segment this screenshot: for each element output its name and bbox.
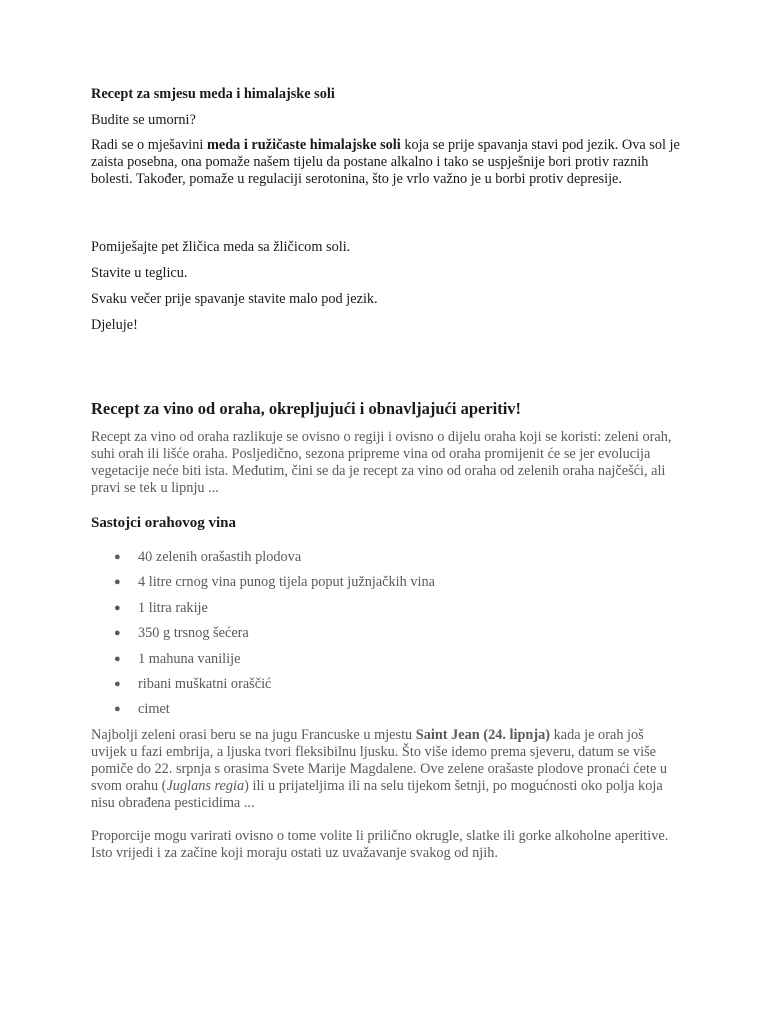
ingredient-item: ● 1 litra rakije bbox=[114, 599, 208, 616]
ingredient-item: ● 350 g trsnog šećera bbox=[114, 625, 249, 642]
bullet-icon: ● bbox=[114, 677, 121, 690]
ingredients-heading: Sastojci orahovog vina bbox=[91, 515, 237, 531]
recipe1-question: Budite se umorni? bbox=[91, 112, 196, 128]
recipe1-intro-a: Radi se o mješavini bbox=[91, 137, 207, 153]
recipe1-intro-bold: meda i ružičaste himalajske soli bbox=[206, 137, 401, 153]
recipe1-step-4: Djeluje! bbox=[91, 317, 138, 333]
bullet-icon: ● bbox=[114, 627, 121, 640]
recipe1-intro-c: koja se prije spavanja stavi pod jezik. Ova sol je zaista posebna, ona pomaže našem tijelu da postane alkalno i tako se uspješnije bori protiv raznih bolesti. Također, pomaže u regulaciji serotonina, što je vrlo važno je u borbi protiv depresije. bbox=[91, 137, 680, 187]
recipe1-step-3: Svaku večer prije spavanje stavite malo pod jezik. bbox=[91, 291, 378, 307]
harvest-text-c: kada je orah još uvijek u fazi embrija, a ljuska tvori fleksibilnu ljusku. Što više idemo prema sjeveru, datum se više pomiče do 22. srpnja s orasima Svete Marije Magdalene. Ove zelene orašaste plodove pronaći ćete u svom orahu ( bbox=[91, 727, 668, 794]
bullet-icon: ● bbox=[114, 652, 121, 665]
recipe2-title: Recept za vino od oraha, okrepljujući i obnavljajući aperitiv! bbox=[91, 399, 522, 418]
recipe1-step-1: Pomiješajte pet žličica meda sa žličicom soli. bbox=[91, 239, 351, 255]
recipe1-title: Recept za smjesu meda i himalajske soli bbox=[91, 86, 335, 102]
ingredient-item: ● ribani muškatni oraščić bbox=[114, 675, 272, 692]
ingredient-item: ● 4 litre crnog vina punog tijela poput južnjačkih vina bbox=[114, 574, 435, 591]
ingredient-item: ● 1 mahuna vanilije bbox=[114, 650, 241, 667]
recipe1-step-2: Stavite u teglicu. bbox=[91, 265, 188, 281]
bullet-icon: ● bbox=[114, 601, 121, 614]
harvest-text-e: ) ili u prijateljima ili na selu tijekom šetnji, po mogućnosti oko polja koja nisu obrađena pesticidima ... bbox=[91, 778, 663, 811]
ingredient-item: ● 40 zelenih orašastih plodova bbox=[114, 549, 302, 565]
bullet-icon: ● bbox=[114, 703, 121, 716]
recipe2-intro: Recept za vino od oraha razlikuje se ovisno o regiji i ovisno o dijelu oraha koji se koristi: zeleni orah, suhi orah ili lišće oraha. Posljedično, sezona pripreme vina od oraha promijenit će se jer evolucija vegetacije neće biti ista. Međutim, čini se da je recept za vino od oraha od zelenih oraha najčešći, ali pravi se tek u lipnju ... bbox=[91, 429, 672, 496]
harvest-paragraph bbox=[91, 727, 681, 812]
bullet-icon: ● bbox=[114, 576, 121, 589]
harvest-text-bold: Saint Jean (24. lipnja) bbox=[415, 727, 551, 743]
harvest-text-a: Najbolji zeleni orasi beru se na jugu Francuske u mjestu bbox=[91, 727, 416, 743]
ingredients-list bbox=[91, 549, 651, 727]
bullet-icon: ● bbox=[114, 551, 121, 563]
harvest-text-italic: Juglans regia bbox=[166, 778, 245, 794]
proportions-paragraph: Proporcije mogu varirati ovisno o tome volite li prilično okrugle, slatke ili gorke alkoholne aperitive. Isto vrijedi i za začine koji moraju ostati uz uvažavanje svakog od njih. bbox=[91, 828, 669, 861]
ingredient-item: ● cimet bbox=[114, 701, 170, 718]
recipe1-intro bbox=[91, 137, 681, 188]
